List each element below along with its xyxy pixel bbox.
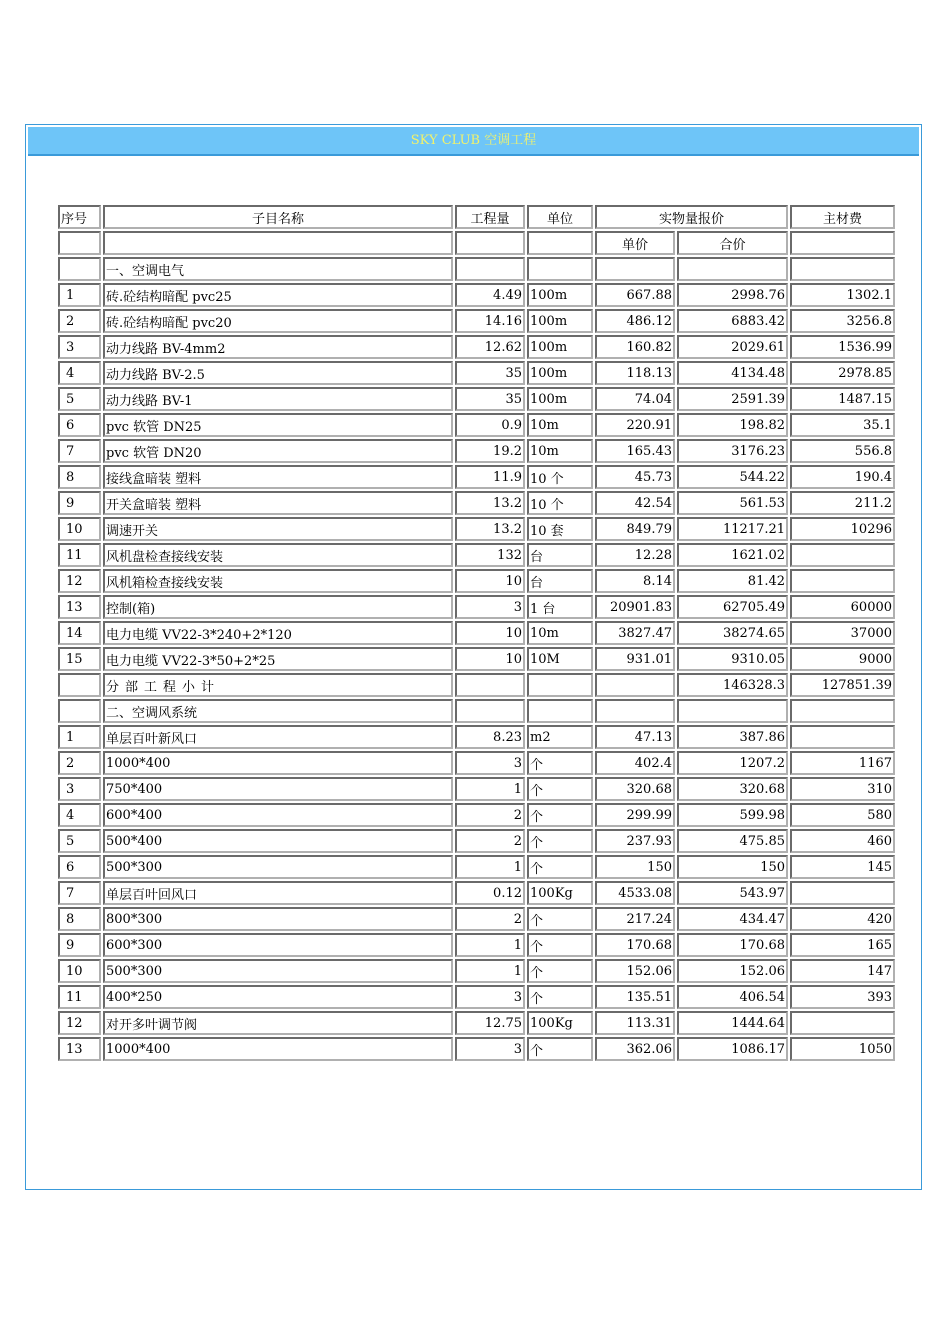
row-qty: 13.2 xyxy=(455,491,525,515)
row-seq: 15 xyxy=(58,647,101,671)
row-material: 1487.15 xyxy=(790,387,895,411)
row-total: 543.97 xyxy=(677,881,788,905)
table-row xyxy=(58,985,895,1009)
table-row xyxy=(58,881,895,905)
row-unit-price: 4533.08 xyxy=(595,881,675,905)
row-name: 动力线路 BV-1 xyxy=(103,387,453,411)
row-unit-price: 20901.83 xyxy=(595,595,675,619)
row-name: 电力电缆 VV22-3*50+2*25 xyxy=(103,647,453,671)
row-total xyxy=(677,699,788,723)
row-unit: 10 个 xyxy=(527,491,593,515)
subheader-empty-cell xyxy=(527,231,593,255)
row-unit-price: 217.24 xyxy=(595,907,675,931)
row-name: 砖.砼结构暗配 pvc20 xyxy=(103,309,453,333)
row-total: 387.86 xyxy=(677,725,788,749)
row-unit: 台 xyxy=(527,569,593,593)
row-seq: 13 xyxy=(58,1037,101,1061)
row-material: 1302.1 xyxy=(790,283,895,307)
row-material: 37000 xyxy=(790,621,895,645)
row-material: 2978.85 xyxy=(790,361,895,385)
row-seq: 14 xyxy=(58,621,101,645)
row-unit: 100Kg xyxy=(527,881,593,905)
row-unit: 10m xyxy=(527,413,593,437)
row-unit: 100m xyxy=(527,387,593,411)
row-qty: 35 xyxy=(455,361,525,385)
row-material xyxy=(790,543,895,567)
row-seq xyxy=(58,257,101,281)
row-unit: 个 xyxy=(527,959,593,983)
subheader-empty-cell xyxy=(58,231,101,255)
table-row xyxy=(58,673,895,697)
row-material: 35.1 xyxy=(790,413,895,437)
row-total: 1621.02 xyxy=(677,543,788,567)
header-unit: 单位 xyxy=(527,205,593,229)
row-name: 600*300 xyxy=(103,933,453,957)
row-seq: 10 xyxy=(58,517,101,541)
row-material: 9000 xyxy=(790,647,895,671)
table-row xyxy=(58,959,895,983)
row-unit: 10m xyxy=(527,621,593,645)
row-seq: 7 xyxy=(58,881,101,905)
subheader-empty-cell xyxy=(790,231,895,255)
row-unit-price: 486.12 xyxy=(595,309,675,333)
header-unit-price: 单价 xyxy=(595,231,675,255)
row-qty: 14.16 xyxy=(455,309,525,333)
row-name: 600*400 xyxy=(103,803,453,827)
row-name: 分部工程小计 xyxy=(103,673,453,697)
table-row xyxy=(58,725,895,749)
row-unit: 个 xyxy=(527,829,593,853)
row-name: 风机盘检查接线安装 xyxy=(103,543,453,567)
row-total: 152.06 xyxy=(677,959,788,983)
row-name: 接线盒暗装 塑料 xyxy=(103,465,453,489)
table-row xyxy=(58,751,895,775)
row-name: 500*400 xyxy=(103,829,453,853)
table-row xyxy=(58,777,895,801)
row-material: 556.8 xyxy=(790,439,895,463)
row-seq: 1 xyxy=(58,283,101,307)
row-total: 1086.17 xyxy=(677,1037,788,1061)
table-row xyxy=(58,335,895,359)
row-qty: 1 xyxy=(455,933,525,957)
row-qty: 12.75 xyxy=(455,1011,525,1035)
row-unit-price: 3827.47 xyxy=(595,621,675,645)
row-unit-price xyxy=(595,699,675,723)
row-qty: 4.49 xyxy=(455,283,525,307)
subheader-empty-cell xyxy=(455,231,525,255)
row-total: 406.54 xyxy=(677,985,788,1009)
row-unit-price: 237.93 xyxy=(595,829,675,853)
row-name: 二、空调风系统 xyxy=(103,699,453,723)
table-row xyxy=(58,543,895,567)
row-qty: 1 xyxy=(455,777,525,801)
row-qty: 132 xyxy=(455,543,525,567)
row-material xyxy=(790,257,895,281)
row-seq: 3 xyxy=(58,777,101,801)
row-material: 580 xyxy=(790,803,895,827)
row-qty xyxy=(455,257,525,281)
row-total: 9310.05 xyxy=(677,647,788,671)
row-total: 1444.64 xyxy=(677,1011,788,1035)
row-unit xyxy=(527,699,593,723)
header-quote: 实物量报价 xyxy=(595,205,788,229)
table-row xyxy=(58,1037,895,1061)
row-total: 38274.65 xyxy=(677,621,788,645)
row-unit-price: 299.99 xyxy=(595,803,675,827)
row-qty: 12.62 xyxy=(455,335,525,359)
row-name: 一、空调电气 xyxy=(103,257,453,281)
header-name: 子目名称 xyxy=(103,205,453,229)
row-qty xyxy=(455,699,525,723)
row-qty: 3 xyxy=(455,751,525,775)
row-seq: 4 xyxy=(58,361,101,385)
row-unit: 10 个 xyxy=(527,465,593,489)
row-qty: 8.23 xyxy=(455,725,525,749)
row-unit-price: 118.13 xyxy=(595,361,675,385)
row-unit: 100m xyxy=(527,361,593,385)
row-seq xyxy=(58,699,101,723)
row-total: 2998.76 xyxy=(677,283,788,307)
row-unit-price: 152.06 xyxy=(595,959,675,983)
row-unit: 台 xyxy=(527,543,593,567)
row-name: 动力线路 BV-2.5 xyxy=(103,361,453,385)
table-row xyxy=(58,413,895,437)
row-material: 393 xyxy=(790,985,895,1009)
row-unit-price: 362.06 xyxy=(595,1037,675,1061)
row-total: 320.68 xyxy=(677,777,788,801)
row-name: 调速开关 xyxy=(103,517,453,541)
row-unit: 100m xyxy=(527,283,593,307)
row-total: 2591.39 xyxy=(677,387,788,411)
row-seq: 12 xyxy=(58,1011,101,1035)
row-material: 3256.8 xyxy=(790,309,895,333)
row-seq: 7 xyxy=(58,439,101,463)
row-seq: 6 xyxy=(58,855,101,879)
row-unit: 个 xyxy=(527,777,593,801)
row-total: 561.53 xyxy=(677,491,788,515)
row-unit-price: 45.73 xyxy=(595,465,675,489)
row-seq xyxy=(58,673,101,697)
row-unit: 100m xyxy=(527,335,593,359)
row-qty: 10 xyxy=(455,569,525,593)
row-total: 1207.2 xyxy=(677,751,788,775)
row-unit-price: 320.68 xyxy=(595,777,675,801)
row-total xyxy=(677,257,788,281)
row-name: 动力线路 BV-4mm2 xyxy=(103,335,453,359)
row-qty: 3 xyxy=(455,1037,525,1061)
row-qty: 10 xyxy=(455,621,525,645)
page-title: SKY CLUB 空调工程 xyxy=(28,127,919,156)
table-row xyxy=(58,517,895,541)
row-qty: 0.9 xyxy=(455,413,525,437)
row-name: 风机箱检查接线安装 xyxy=(103,569,453,593)
row-unit: 个 xyxy=(527,985,593,1009)
row-seq: 9 xyxy=(58,933,101,957)
row-total: 81.42 xyxy=(677,569,788,593)
row-qty: 2 xyxy=(455,907,525,931)
row-seq: 2 xyxy=(58,751,101,775)
row-unit-price: 160.82 xyxy=(595,335,675,359)
row-name: 1000*400 xyxy=(103,1037,453,1061)
row-material xyxy=(790,569,895,593)
row-unit-price: 667.88 xyxy=(595,283,675,307)
table-row xyxy=(58,491,895,515)
row-unit-price: 150 xyxy=(595,855,675,879)
row-unit: m2 xyxy=(527,725,593,749)
row-unit-price: 47.13 xyxy=(595,725,675,749)
row-name: 800*300 xyxy=(103,907,453,931)
table-row xyxy=(58,387,895,411)
row-seq: 11 xyxy=(58,543,101,567)
row-unit: 10M xyxy=(527,647,593,671)
row-total: 434.47 xyxy=(677,907,788,931)
table-row xyxy=(58,361,895,385)
row-qty: 35 xyxy=(455,387,525,411)
row-total: 150 xyxy=(677,855,788,879)
row-qty: 10 xyxy=(455,647,525,671)
table-row xyxy=(58,933,895,957)
row-name: 500*300 xyxy=(103,959,453,983)
row-unit-price xyxy=(595,257,675,281)
row-unit-price: 931.01 xyxy=(595,647,675,671)
row-total: 599.98 xyxy=(677,803,788,827)
row-unit-price: 135.51 xyxy=(595,985,675,1009)
row-seq: 6 xyxy=(58,413,101,437)
row-seq: 12 xyxy=(58,569,101,593)
row-seq: 1 xyxy=(58,725,101,749)
row-name: 750*400 xyxy=(103,777,453,801)
table-row xyxy=(58,283,895,307)
row-unit xyxy=(527,673,593,697)
row-material: 60000 xyxy=(790,595,895,619)
row-material: 310 xyxy=(790,777,895,801)
row-material xyxy=(790,881,895,905)
document-frame xyxy=(25,124,922,1190)
table-row xyxy=(58,699,895,723)
table-row xyxy=(58,855,895,879)
row-total: 3176.23 xyxy=(677,439,788,463)
row-seq: 10 xyxy=(58,959,101,983)
table-row xyxy=(58,465,895,489)
row-material: 145 xyxy=(790,855,895,879)
row-qty: 3 xyxy=(455,985,525,1009)
row-unit: 100Kg xyxy=(527,1011,593,1035)
header-seq: 序号 xyxy=(58,205,101,229)
row-unit: 个 xyxy=(527,1037,593,1061)
row-qty: 11.9 xyxy=(455,465,525,489)
table-row xyxy=(58,569,895,593)
subheader-row xyxy=(58,231,895,255)
row-name: 单层百叶新风口 xyxy=(103,725,453,749)
row-seq: 8 xyxy=(58,907,101,931)
row-material: 165 xyxy=(790,933,895,957)
table-row xyxy=(58,439,895,463)
row-qty: 3 xyxy=(455,595,525,619)
row-unit: 个 xyxy=(527,803,593,827)
row-unit: 个 xyxy=(527,907,593,931)
table-row xyxy=(58,257,895,281)
row-name: 400*250 xyxy=(103,985,453,1009)
row-material: 460 xyxy=(790,829,895,853)
header-total: 合价 xyxy=(677,231,788,255)
row-unit: 100m xyxy=(527,309,593,333)
row-seq: 3 xyxy=(58,335,101,359)
row-unit xyxy=(527,257,593,281)
table-row xyxy=(58,621,895,645)
row-qty: 2 xyxy=(455,829,525,853)
row-name: 单层百叶回风口 xyxy=(103,881,453,905)
row-material: 127851.39 xyxy=(790,673,895,697)
row-total: 6883.42 xyxy=(677,309,788,333)
row-material: 420 xyxy=(790,907,895,931)
row-qty: 19.2 xyxy=(455,439,525,463)
row-unit-price: 170.68 xyxy=(595,933,675,957)
row-unit-price: 220.91 xyxy=(595,413,675,437)
row-total: 4134.48 xyxy=(677,361,788,385)
row-total: 62705.49 xyxy=(677,595,788,619)
row-qty: 0.12 xyxy=(455,881,525,905)
row-name: 1000*400 xyxy=(103,751,453,775)
row-unit: 10m xyxy=(527,439,593,463)
row-total: 11217.21 xyxy=(677,517,788,541)
row-seq: 9 xyxy=(58,491,101,515)
table-row xyxy=(58,647,895,671)
row-material: 10296 xyxy=(790,517,895,541)
row-material: 190.4 xyxy=(790,465,895,489)
row-total: 544.22 xyxy=(677,465,788,489)
row-total: 2029.61 xyxy=(677,335,788,359)
table-row xyxy=(58,829,895,853)
row-unit-price: 42.54 xyxy=(595,491,675,515)
table-row xyxy=(58,1011,895,1035)
row-material: 147 xyxy=(790,959,895,983)
row-unit-price: 849.79 xyxy=(595,517,675,541)
row-unit: 个 xyxy=(527,751,593,775)
row-name: 对开多叶调节阀 xyxy=(103,1011,453,1035)
row-name: pvc 软管 DN25 xyxy=(103,413,453,437)
row-unit: 个 xyxy=(527,855,593,879)
row-unit: 10 套 xyxy=(527,517,593,541)
row-name: 电力电缆 VV22-3*240+2*120 xyxy=(103,621,453,645)
row-qty xyxy=(455,673,525,697)
row-seq: 4 xyxy=(58,803,101,827)
row-seq: 5 xyxy=(58,829,101,853)
row-total: 198.82 xyxy=(677,413,788,437)
quote-table xyxy=(56,203,897,1063)
row-total: 146328.3 xyxy=(677,673,788,697)
row-material xyxy=(790,699,895,723)
row-seq: 5 xyxy=(58,387,101,411)
row-total: 170.68 xyxy=(677,933,788,957)
table-row xyxy=(58,803,895,827)
row-name: 控制(箱) xyxy=(103,595,453,619)
row-qty: 2 xyxy=(455,803,525,827)
header-material: 主材费 xyxy=(790,205,895,229)
row-unit-price: 113.31 xyxy=(595,1011,675,1035)
row-name: 500*300 xyxy=(103,855,453,879)
row-unit-price: 165.43 xyxy=(595,439,675,463)
row-material: 1536.99 xyxy=(790,335,895,359)
row-unit: 1 台 xyxy=(527,595,593,619)
row-seq: 13 xyxy=(58,595,101,619)
table-row xyxy=(58,309,895,333)
row-seq: 8 xyxy=(58,465,101,489)
row-unit-price: 402.4 xyxy=(595,751,675,775)
row-material: 1167 xyxy=(790,751,895,775)
row-material: 1050 xyxy=(790,1037,895,1061)
row-seq: 11 xyxy=(58,985,101,1009)
row-seq: 2 xyxy=(58,309,101,333)
row-qty: 13.2 xyxy=(455,517,525,541)
row-material xyxy=(790,725,895,749)
row-unit-price xyxy=(595,673,675,697)
row-material xyxy=(790,1011,895,1035)
table-row xyxy=(58,907,895,931)
row-unit: 个 xyxy=(527,933,593,957)
row-material: 211.2 xyxy=(790,491,895,515)
subheader-empty-cell xyxy=(103,231,453,255)
row-unit-price: 12.28 xyxy=(595,543,675,567)
row-unit-price: 8.14 xyxy=(595,569,675,593)
row-name: 开关盒暗装 塑料 xyxy=(103,491,453,515)
row-unit-price: 74.04 xyxy=(595,387,675,411)
row-qty: 1 xyxy=(455,855,525,879)
header-qty: 工程量 xyxy=(455,205,525,229)
row-total: 475.85 xyxy=(677,829,788,853)
row-name: 砖.砼结构暗配 pvc25 xyxy=(103,283,453,307)
header-row xyxy=(58,205,895,229)
row-name: pvc 软管 DN20 xyxy=(103,439,453,463)
row-qty: 1 xyxy=(455,959,525,983)
table-row xyxy=(58,595,895,619)
